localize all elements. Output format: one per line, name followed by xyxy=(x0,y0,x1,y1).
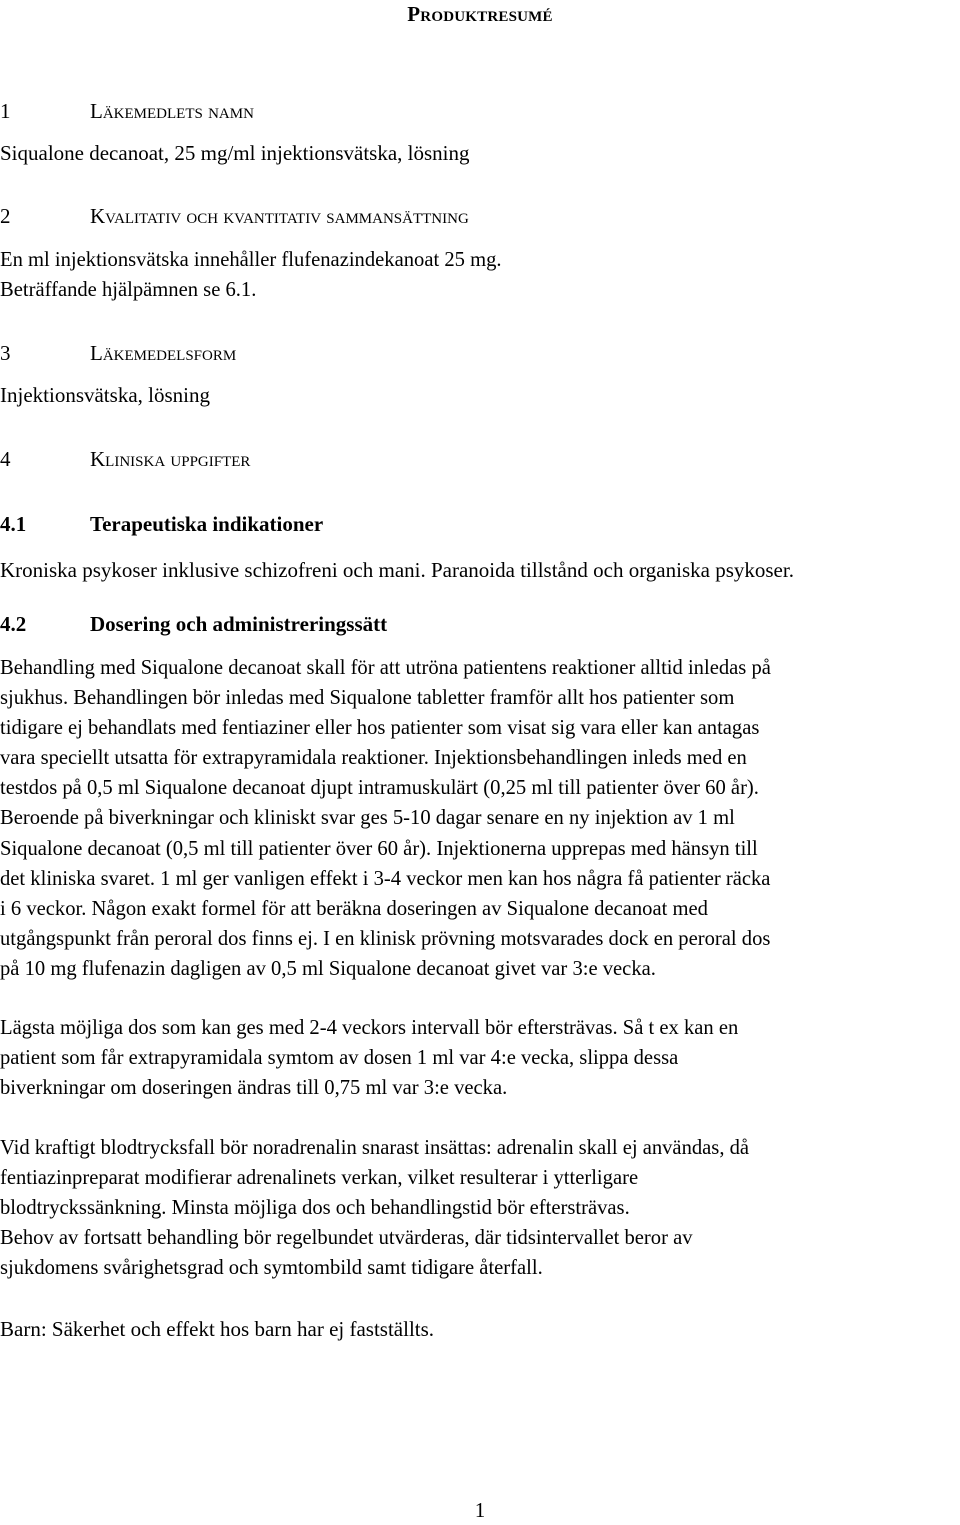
children-note: Barn: Säkerhet och effekt hos barn har ej fastställts. xyxy=(0,1317,435,1341)
section-number: 1 xyxy=(0,99,11,123)
dosage-paragraph-3 xyxy=(0,1133,952,1283)
text-line: på 10 mg flufenazin dagligen av 0,5 ml Siqualone decanoat givet var 3:e vecka. xyxy=(0,957,656,980)
text-line: En ml injektionsvätska innehåller flufenazindekanoat 25 mg. xyxy=(0,249,502,271)
section-number: 3 xyxy=(0,341,11,365)
section-4-1-heading xyxy=(0,512,323,537)
composition-text xyxy=(0,245,952,305)
section-1-heading xyxy=(0,99,254,124)
text-line: sjukdomens svårighetsgrad och symtombild samt tidigare återfall. xyxy=(0,1257,543,1280)
text-line: vara speciellt utsatta för extrapyramidala reaktioner. Injektionsbehandlingen inleds med en xyxy=(0,747,747,770)
section-number: 2 xyxy=(0,204,11,228)
indications-text: Kroniska psykoser inklusive schizofreni och mani. Paranoida tillstånd och organiska psykoser. xyxy=(0,558,794,582)
text-line: Beroende på biverkningar och kliniskt svar ges 5-10 dagar senare en ny injektion av 1 ml xyxy=(0,807,735,830)
text-line: Siqualone decanoat (0,5 ml till patienter över 60 år). Injektionerna upprepas med hänsyn till xyxy=(0,837,758,860)
text-line: tidigare ej behandlats med fentiaziner eller hos patienter som visat sig vara eller kan antagas xyxy=(0,717,760,740)
section-title: Läkemedelsform xyxy=(90,341,237,365)
pharmaceutical-form-text: Injektionsvätska, lösning xyxy=(0,383,210,407)
section-title: Kvalitativ och kvantitativ sammansättning xyxy=(90,204,469,228)
section-title: Dosering och administreringssätt xyxy=(90,612,388,636)
section-4-heading xyxy=(0,447,250,472)
section-title: Kliniska uppgifter xyxy=(90,447,251,471)
text-line: utgångspunkt från peroral dos finns ej. I en klinisk prövning motsvarades dock en peroral dos xyxy=(0,927,771,950)
text-line: Behandling med Siqualone decanoat skall för att utröna patientens reaktioner alltid inledas på xyxy=(0,657,771,679)
section-4-2-heading xyxy=(0,612,387,637)
dosage-paragraph-1 xyxy=(0,653,952,984)
text-line: Behov av fortsatt behandling bör regelbundet utvärderas, där tidsintervallet beror av xyxy=(0,1227,693,1250)
text-line: Vid kraftigt blodtrycksfall bör noradrenalin snarast insättas: adrenalin skall ej användas, då xyxy=(0,1137,750,1159)
section-number: 4.2 xyxy=(0,612,27,636)
text-line: blodtryckssänkning. Minsta möjliga dos och behandlingstid bör eftersträvas. xyxy=(0,1197,630,1220)
section-2-heading xyxy=(0,204,469,229)
text-line: i 6 veckor. Någon exakt formel för att beräkna doseringen av Siqualone decanoat med xyxy=(0,897,708,920)
text-line: biverkningar om doseringen ändras till 0,75 ml var 3:e vecka. xyxy=(0,1077,508,1100)
text-line: fentiazinpreparat modifierar adrenalinets verkan, vilket resulterar i ytterligare xyxy=(0,1167,639,1190)
document-title: Produktresumé xyxy=(407,2,553,26)
text-line: Lägsta möjliga dos som kan ges med 2-4 veckors intervall bör eftersträvas. Så t ex kan en xyxy=(0,1017,739,1039)
text-line: Beträffande hjälpämnen se 6.1. xyxy=(0,279,257,302)
product-name-text: Siqualone decanoat, 25 mg/ml injektionsvätska, lösning xyxy=(0,141,470,165)
text-line: sjukhus. Behandlingen bör inledas med Siqualone tabletter framför allt hos patienter som xyxy=(0,687,735,710)
dosage-paragraph-2 xyxy=(0,1013,952,1103)
section-number: 4.1 xyxy=(0,512,27,536)
section-number: 4 xyxy=(0,447,11,471)
text-line: testdos på 0,5 ml Siqualone decanoat djupt intramuskulärt (0,25 ml till patienter över 60 år). xyxy=(0,777,759,800)
text-line: det kliniska svaret. 1 ml ger vanligen effekt i 3-4 veckor men kan hos några få patienter räcka xyxy=(0,867,771,890)
section-title: Läkemedlets namn xyxy=(90,99,254,123)
text-line: patient som får extrapyramidala symtom av dosen 1 ml var 4:e vecka, slippa dessa xyxy=(0,1047,679,1070)
section-3-heading xyxy=(0,341,236,366)
page-number: 1 xyxy=(474,1498,486,1522)
section-title: Terapeutiska indikationer xyxy=(90,512,324,536)
